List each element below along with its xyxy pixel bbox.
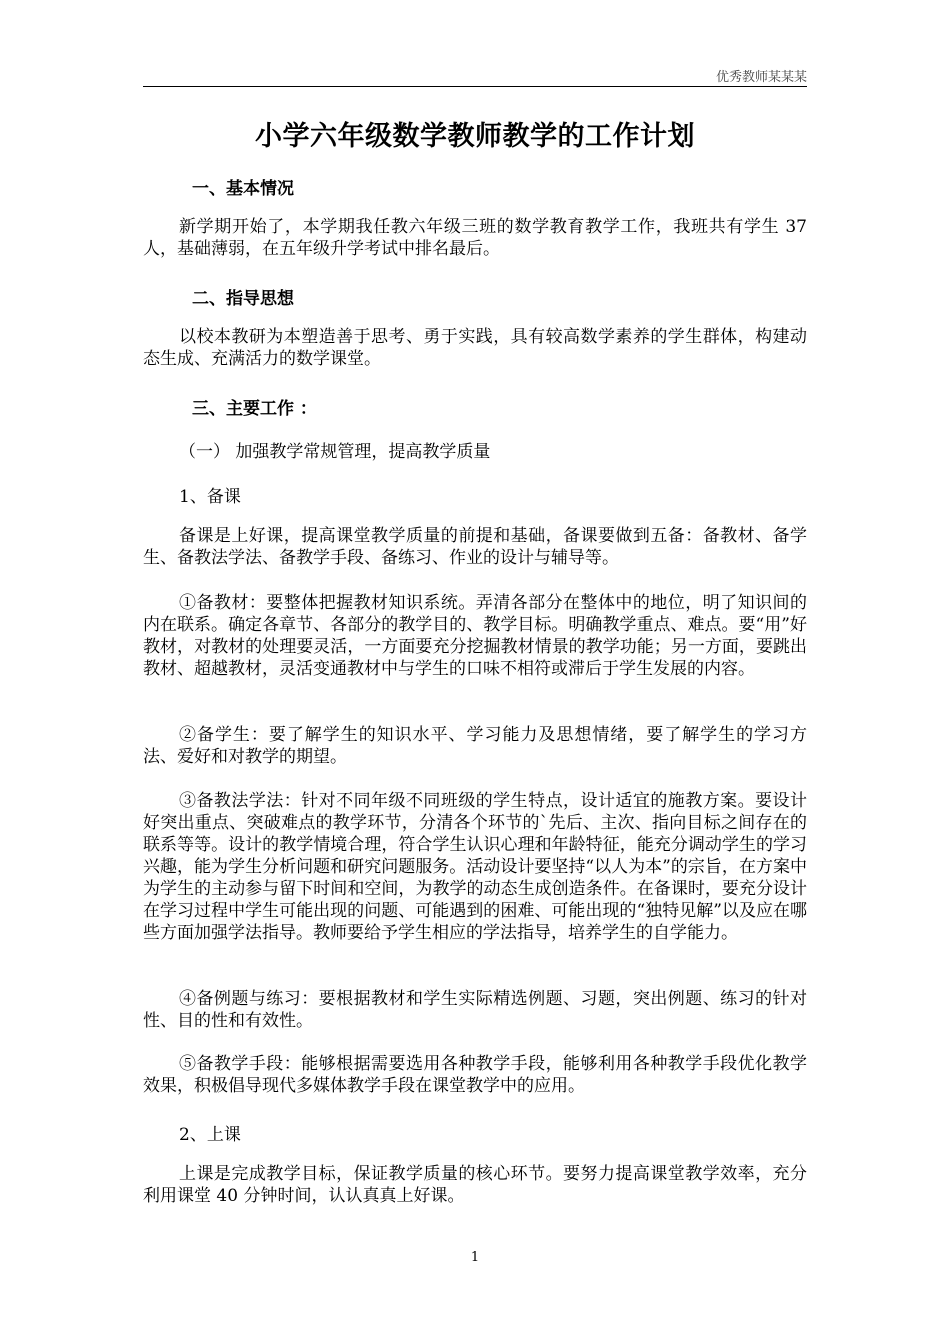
paragraph-class: 上课是完成教学目标，保证教学质量的核心环节。要努力提高课堂教学效率，充分利用课堂 40 分钟时间，认认真真上好课。 [143, 1164, 807, 1206]
paragraph-prep-examples: ④备例题与练习：要根据教材和学生实际精选例题、习题，突出例题、练习的针对性、目的性和有效性。 [143, 989, 807, 1031]
paragraph-prep-students: ②备学生：要了解学生的知识水平、学习能力及思想情绪，要了解学生的学习方法、爱好和对教学的期望。 [143, 725, 807, 767]
page-title: 小学六年级数学教师教学的工作计划 [255, 121, 695, 152]
subsection-heading-routine: （一） 加强教学常规管理，提高教学质量 [179, 442, 491, 462]
paragraph-prep-materials: ①备教材：要整体把握教材知识系统。弄清各部分在整体中的地位，明了知识间的内在联系。确定各章节、各部分的教学目的、教学目标。明确教学重点、难点。要“用”好教材，对教材的处理要灵活，一方面要充分挖掘教材情景的教学功能；另一方面，要跳出教材、超越教材，灵活变通教材中与学生的口味不相符或滞后于学生发展的内容。 [143, 593, 807, 679]
page-number: 1 [470, 1250, 480, 1265]
paragraph-prep-intro: 备课是上好课，提高课堂教学质量的前提和基础，备课要做到五备：备教材、备学生、备教法学法、备教学手段、备练习、作业的设计与辅导等。 [143, 526, 807, 568]
paragraph-basic: 新学期开始了，本学期我任教六年级三班的数学教育教学工作，我班共有学生 37 人，基础薄弱，在五年级升学考试中排名最后。 [143, 217, 807, 259]
item-heading-class: 2、上课 [179, 1125, 241, 1145]
section-heading-basic: 一、基本情况 [192, 179, 294, 199]
paragraph-prep-methods: ③备教法学法：针对不同年级不同班级的学生特点，设计适宜的施教方案。要设计好突出重点、突破难点的教学环节，分清各个环节的`先后、主次、指向目标之间存在的联系等等。设计的教学情境合理，符合学生认识心理和年龄特征，能充分调动学生的学习兴趣，能为学生分析问题和研究问题服务。活动设计要坚持“以人为本”的宗旨，在方案中为学生的主动参与留下时间和空间，为教学的动态生成创造条件。在备课时，要充分设计在学习过程中学生可能出现的问题、可能遇到的困难、可能出现的“独特见解”以及应在哪些方面加强学法指导。教师要给予学生相应的学法指导，培养学生的自学能力。 [143, 791, 807, 943]
section-heading-guiding: 二、指导思想 [192, 289, 294, 309]
paragraph-prep-tools: ⑤备教学手段：能够根据需要选用各种教学手段，能够利用各种教学手段优化教学效果，积极倡导现代多媒体教学手段在课堂教学中的应用。 [143, 1054, 807, 1096]
section-heading-main: 三、主要工作 ： [192, 399, 317, 419]
header-divider [143, 86, 807, 87]
item-heading-prep: 1、备课 [179, 487, 241, 507]
header-author: 优秀教师某某某 [715, 70, 807, 85]
paragraph-guiding: 以校本教研为本塑造善于思考、勇于实践，具有较高数学素养的学生群体，构建动态生成、充满活力的数学课堂。 [143, 327, 807, 369]
